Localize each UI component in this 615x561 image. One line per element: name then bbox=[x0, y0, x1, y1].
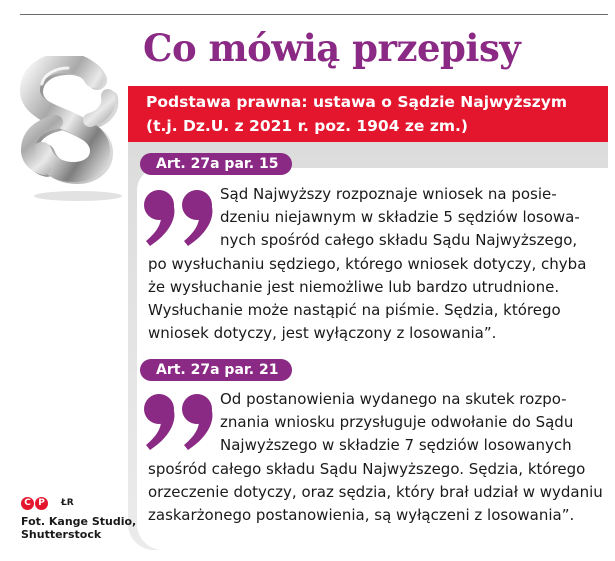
article-badge-1: Art. 27a par. 15 bbox=[140, 153, 292, 175]
article-1-line: Wysłuchanie może nastąpić na piśmie. Sędzia, którego bbox=[148, 301, 561, 320]
legal-basis-banner bbox=[128, 86, 608, 142]
legal-basis-line-1: Podstawa prawna: ustawa o Sądzie Najwyższym bbox=[146, 93, 567, 111]
top-divider bbox=[20, 14, 608, 15]
article-2-line: Najwyższego w składzie 7 sędziów losowanych bbox=[220, 436, 572, 455]
article-1-line: po wysłuchaniu sędziego, którego wniosek dotyczy, chyba bbox=[148, 254, 587, 273]
legal-basis-line-2: (t.j. Dz.U. z 2021 r. poz. 1904 ze zm.) bbox=[146, 117, 468, 135]
logo-letter: P bbox=[35, 497, 48, 510]
article-2-line: orzeczenie dotyczy, oraz sędzia, który brał udział w wydaniu bbox=[148, 482, 603, 501]
article-2-line: zaskarżonego postanowienia, są wyłączeni z losowania”. bbox=[148, 506, 575, 525]
article-1-text bbox=[148, 183, 598, 345]
article-2-line: spośród całego składu Sądu Najwyższego. Sędzia, którego bbox=[148, 459, 586, 478]
article-2-line: Od postanowienia wydanego na skutek rozpo- bbox=[220, 390, 567, 408]
article-1-line: że wysłuchanie jest niemożliwe lub bardzo utrudnione. bbox=[148, 277, 560, 296]
article-1-line: wniosek dotyczy, jest wyłączony z losowania”. bbox=[148, 324, 497, 343]
section-sign-icon bbox=[8, 56, 132, 204]
article-badge-2: Art. 27a par. 21 bbox=[140, 359, 292, 381]
photo-credits bbox=[21, 496, 136, 541]
logo-letter: C bbox=[21, 497, 34, 510]
page-title: Co mówią przepisy bbox=[143, 26, 521, 70]
article-1-line: dzeniu niejawnym w składzie 5 sędziów losowa- bbox=[220, 208, 580, 227]
article-2-text bbox=[148, 388, 603, 527]
publisher-logo bbox=[21, 497, 48, 510]
article-1-line: Sąd Najwyższy rozpoznaje wniosek na posie- bbox=[220, 185, 557, 203]
photo-credit-line-1: Fot. Kange Studio, bbox=[21, 515, 137, 528]
photo-credit-line-2: Shutterstock bbox=[21, 528, 102, 541]
author-initials: ŁR bbox=[61, 497, 74, 508]
article-2-line: znania wniosku przysługuje odwołanie do Sądu bbox=[220, 413, 574, 432]
article-1-line: nych spośród całego składu Sądu Najwyższego, bbox=[220, 231, 578, 250]
